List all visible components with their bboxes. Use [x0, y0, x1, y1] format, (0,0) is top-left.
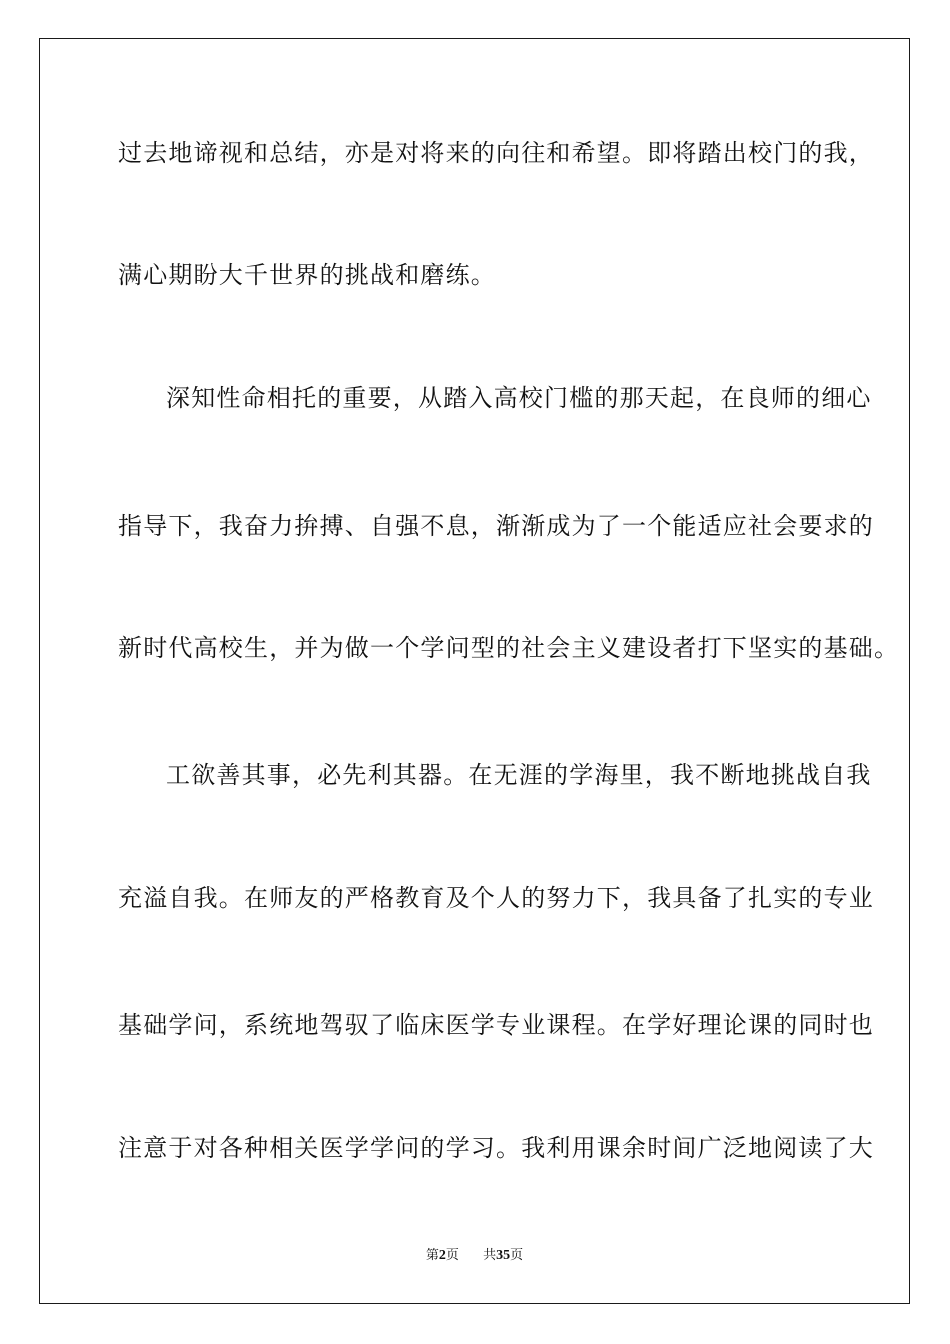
body-text-line: 过去地谛视和总结，亦是对将来的向往和希望。即将踏出校门的我，	[118, 139, 874, 167]
document-page	[39, 38, 910, 1304]
page-footer	[40, 1248, 909, 1264]
page-number: 2	[438, 1248, 446, 1263]
body-text-line: 基础学问，系统地驾驭了临床医学专业课程。在学好理论课的同时也	[118, 1011, 874, 1039]
paragraph-first-line: 深知性命相托的重要，从踏入高校门槛的那天起，在良师的细心	[166, 384, 872, 412]
body-text-line: 新时代高校生，并为做一个学问型的社会主义建设者打下坚实的基础。	[118, 634, 900, 662]
total-pages-indicator: 共35页	[483, 1248, 524, 1263]
body-text-line: 满心期盼大千世界的挑战和磨练。	[118, 261, 496, 289]
total-pages: 35	[496, 1248, 511, 1263]
body-text-line: 注意于对各种相关医学学问的学习。我利用课余时间广泛地阅读了大	[118, 1134, 874, 1162]
paragraph-first-line: 工欲善其事，必先利其器。在无涯的学海里，我不断地挑战自我	[166, 761, 872, 789]
page-indicator: 第2页	[425, 1248, 459, 1263]
body-text-line: 充溢自我。在师友的严格教育及个人的努力下，我具备了扎实的专业	[118, 884, 874, 912]
body-text-line: 指导下，我奋力拚搏、自强不息，渐渐成为了一个能适应社会要求的	[118, 512, 874, 540]
